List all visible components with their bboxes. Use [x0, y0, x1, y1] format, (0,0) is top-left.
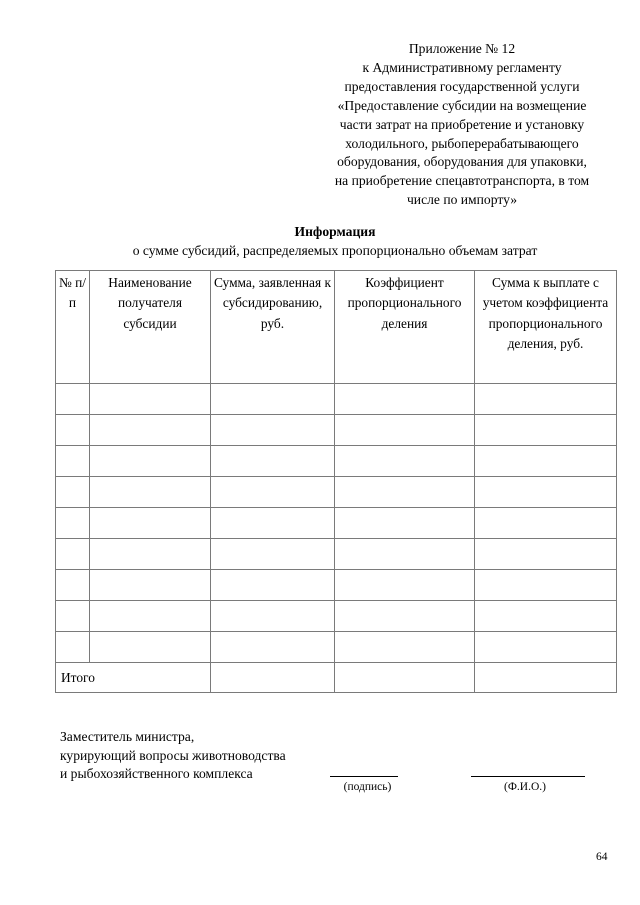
appendix-line: холодильного, рыбоперерабатывающего	[345, 135, 579, 151]
table-cell[interactable]	[211, 415, 335, 446]
column-header-recipient: Наименование получателя субсидии	[90, 271, 211, 384]
document-title: Информация	[294, 224, 376, 239]
table-cell[interactable]	[335, 632, 475, 663]
signature-line[interactable]	[330, 776, 398, 777]
table-cell[interactable]	[335, 508, 475, 539]
appendix-line: предоставления государственной услуги	[344, 78, 580, 94]
table-cell[interactable]	[211, 508, 335, 539]
table-cell[interactable]	[90, 446, 211, 477]
table-cell[interactable]	[475, 539, 617, 570]
table-cell[interactable]	[211, 632, 335, 663]
total-coefficient-cell[interactable]	[335, 663, 475, 693]
table-total-row	[56, 663, 617, 693]
table-cell[interactable]	[56, 446, 90, 477]
table-cell[interactable]	[211, 539, 335, 570]
table-cell[interactable]	[56, 632, 90, 663]
signatory-line: Заместитель министра,	[60, 729, 195, 744]
table-cell[interactable]	[211, 601, 335, 632]
signatory-line: и рыбохозяйственного комплекса	[60, 766, 253, 781]
table-cell[interactable]	[335, 601, 475, 632]
table-cell[interactable]	[475, 477, 617, 508]
table-cell[interactable]	[56, 415, 90, 446]
signatory-line: курирующий вопросы животноводства	[60, 747, 286, 763]
table-header-row	[56, 271, 617, 384]
table-row	[56, 570, 617, 601]
table-row	[56, 446, 617, 477]
table-cell[interactable]	[475, 570, 617, 601]
table-cell[interactable]	[335, 477, 475, 508]
table-cell[interactable]	[475, 384, 617, 415]
appendix-line: Приложение № 12	[408, 41, 516, 56]
table-cell[interactable]	[211, 446, 335, 477]
table-cell[interactable]	[335, 446, 475, 477]
table-cell[interactable]	[90, 477, 211, 508]
table-cell[interactable]	[90, 539, 211, 570]
appendix-header	[312, 40, 612, 210]
column-header-coefficient: Коэффициент пропорционального деления	[335, 271, 475, 384]
table-cell[interactable]	[90, 415, 211, 446]
table-cell[interactable]	[211, 477, 335, 508]
table-cell[interactable]	[56, 477, 90, 508]
table-cell[interactable]	[475, 601, 617, 632]
table-cell[interactable]	[475, 446, 617, 477]
table-cell[interactable]	[90, 508, 211, 539]
appendix-line: «Предоставление субсидии на возмещение	[337, 97, 587, 113]
signatory-block	[60, 728, 286, 784]
total-claimed-cell[interactable]	[211, 663, 335, 693]
table-row	[56, 632, 617, 663]
document-title-block	[60, 222, 610, 260]
table-row	[56, 384, 617, 415]
table-cell[interactable]	[56, 539, 90, 570]
appendix-line: оборудования, оборудования для упаковки,	[337, 154, 587, 170]
table-cell[interactable]	[211, 570, 335, 601]
signature-caption: (подпись)	[343, 781, 392, 793]
column-header-number: № п/п	[56, 271, 90, 384]
table-cell[interactable]	[211, 384, 335, 415]
total-label: Итого	[56, 663, 211, 693]
table-row	[56, 508, 617, 539]
table-cell[interactable]	[56, 508, 90, 539]
table-row	[56, 601, 617, 632]
name-caption: (Ф.И.О.)	[504, 781, 546, 793]
table-row	[56, 539, 617, 570]
appendix-line: к Административному регламенту	[362, 59, 562, 75]
appendix-line: числе по импорту»	[406, 192, 518, 208]
subsidy-table	[55, 270, 617, 693]
name-line[interactable]	[471, 776, 585, 777]
table-cell[interactable]	[475, 415, 617, 446]
table-cell[interactable]	[90, 601, 211, 632]
table-row	[56, 477, 617, 508]
table-cell[interactable]	[56, 384, 90, 415]
document-subtitle: о сумме субсидий, распределяемых пропорционально объемам затрат	[132, 243, 538, 258]
table-cell[interactable]	[335, 539, 475, 570]
column-header-payout-amount: Сумма к выплате с учетом коэффициента пропорционального деления, руб.	[475, 271, 617, 384]
table-cell[interactable]	[90, 632, 211, 663]
table-cell[interactable]	[335, 570, 475, 601]
table-row	[56, 415, 617, 446]
table-cell[interactable]	[90, 570, 211, 601]
table-cell[interactable]	[56, 601, 90, 632]
table-cell[interactable]	[475, 508, 617, 539]
column-header-claimed-amount: Сумма, заявленная к субсидированию, руб.	[211, 271, 335, 384]
appendix-line: части затрат на приобретение и установку	[339, 116, 585, 132]
table-cell[interactable]	[335, 384, 475, 415]
total-payout-cell[interactable]	[475, 663, 617, 693]
table-cell[interactable]	[90, 384, 211, 415]
appendix-line: на приобретение спецавтотранспорта, в том	[334, 173, 590, 189]
table-cell[interactable]	[335, 415, 475, 446]
page-number: 64	[596, 851, 608, 863]
table-cell[interactable]	[475, 632, 617, 663]
table-cell[interactable]	[56, 570, 90, 601]
